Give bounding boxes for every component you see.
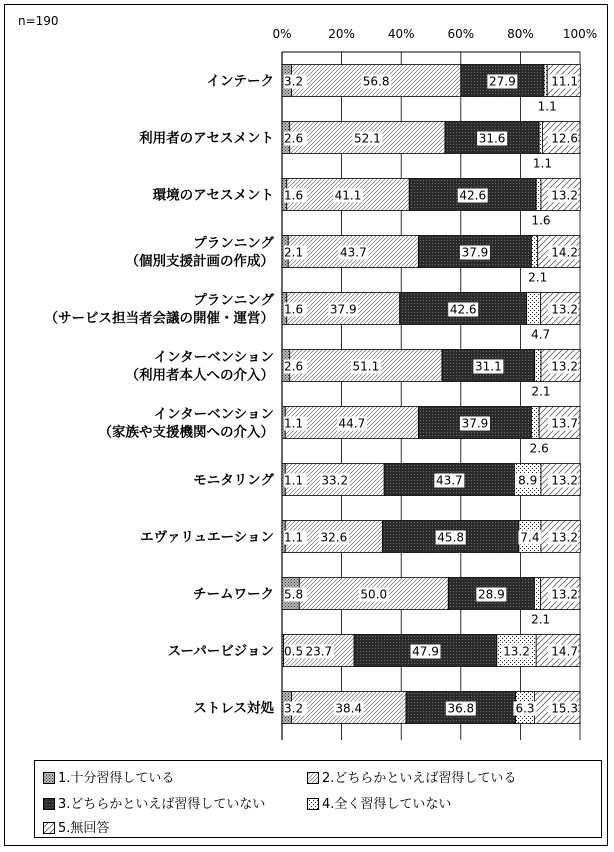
data-label: 1.6 <box>284 302 304 317</box>
data-label: 2.6 <box>284 359 304 374</box>
bar-segment-4 <box>531 236 537 268</box>
category-label: 利用者のアセスメント <box>139 130 274 147</box>
data-label: 14.7 <box>551 644 578 659</box>
legend-item-2 <box>307 767 516 786</box>
data-label: 2.1 <box>528 270 548 285</box>
data-label: 1.1 <box>284 530 304 545</box>
bar-segment-4 <box>536 179 541 211</box>
data-label: 2.1 <box>531 612 551 627</box>
legend-label-2: 2.どちらかといえば習得している <box>322 771 517 786</box>
data-label: 36.8 <box>447 701 475 716</box>
data-label: 13.2 <box>551 587 578 602</box>
bar-segment-4 <box>527 293 541 325</box>
data-label: 1.1 <box>284 416 304 431</box>
legend-item-4 <box>307 793 451 812</box>
legend-item-3 <box>43 793 265 812</box>
data-label: 2.6 <box>529 441 549 456</box>
data-label: 31.6 <box>478 131 506 146</box>
legend-item-1 <box>43 767 174 786</box>
data-label: 28.9 <box>477 587 505 602</box>
data-label: 7.4 <box>520 530 540 545</box>
data-label: 3.2 <box>284 74 304 89</box>
category-label: プランニング <box>193 292 274 309</box>
data-label: 42.6 <box>459 188 487 203</box>
legend-label-3: 3.どちらかといえば習得していない <box>58 797 266 812</box>
bar-segment-4 <box>535 350 541 382</box>
data-label: 13.2 <box>551 302 578 317</box>
data-label: 13.2 <box>503 644 530 659</box>
data-label: 31.1 <box>475 359 502 374</box>
data-label: 42.6 <box>449 302 477 317</box>
data-label: 1.1 <box>532 156 552 171</box>
bar-segment-4 <box>539 122 542 154</box>
data-label: 6.3 <box>515 701 535 716</box>
category-label: （サービス担当者会議の開催・運営） <box>44 310 274 327</box>
data-label: 13.2 <box>551 530 578 545</box>
category-label: （個別支援計画の作成） <box>125 253 274 270</box>
data-label: 23.7 <box>305 644 333 659</box>
data-label: 2.6 <box>284 131 304 146</box>
bar-segment-4 <box>531 407 539 439</box>
data-label: 56.8 <box>362 74 390 89</box>
data-label: 52.1 <box>354 131 381 146</box>
x-tick-label: 100% <box>562 27 598 41</box>
category-label: インテーク <box>206 73 274 90</box>
data-label: 4.7 <box>531 327 551 342</box>
category-label: ストレス対処 <box>193 700 274 717</box>
legend-label-1: 1.十分習得している <box>58 771 175 786</box>
data-label: 37.9 <box>329 302 357 317</box>
data-label: 1.1 <box>537 99 557 114</box>
category-label: モニタリング <box>193 472 274 489</box>
data-label: 27.9 <box>489 74 516 89</box>
data-label: 45.8 <box>437 530 465 545</box>
category-label: エヴァリュエーション <box>140 529 274 546</box>
data-label: 47.9 <box>412 644 439 659</box>
category-label: プランニング <box>193 235 274 252</box>
data-label: 2.1 <box>284 245 304 260</box>
data-label: 43.7 <box>340 245 367 260</box>
category-label: チームワーク <box>193 586 274 603</box>
data-label: 41.1 <box>334 188 362 203</box>
data-label: 12.6 <box>551 131 578 146</box>
data-label: 13.2 <box>551 359 578 374</box>
legend-item-5 <box>43 817 109 836</box>
data-label: 11.1 <box>551 74 578 89</box>
data-label: 37.9 <box>461 245 489 260</box>
category-label: スーパービジョン <box>167 643 274 660</box>
data-label: 14.2 <box>551 245 578 260</box>
data-label: 3.2 <box>284 701 304 716</box>
bar-segment-4 <box>534 578 540 610</box>
category-label: 環境のアセスメント <box>152 187 274 204</box>
data-label: 37.9 <box>461 416 489 431</box>
category-label: インターベンション <box>153 406 274 423</box>
data-label: 0.5 <box>284 644 304 659</box>
x-tick-label: 20% <box>328 27 355 41</box>
bar-segment-4 <box>544 65 547 97</box>
data-label: 13.7 <box>551 416 578 431</box>
category-label: インターベンション <box>153 349 274 366</box>
data-label: 33.2 <box>321 473 349 488</box>
data-label: 44.7 <box>338 416 366 431</box>
chart-legend <box>34 760 602 838</box>
legend-label-5: 5.無回答 <box>58 821 110 836</box>
x-tick-label: 80% <box>507 27 534 41</box>
data-label: 13.2 <box>551 473 578 488</box>
data-label: 50.0 <box>360 587 388 602</box>
data-label: 1.6 <box>284 188 304 203</box>
data-label: 38.4 <box>335 701 363 716</box>
data-label: 32.6 <box>320 530 348 545</box>
data-label: 43.7 <box>435 473 463 488</box>
x-tick-label: 60% <box>447 27 475 41</box>
category-label: （家族や支援機関への介入） <box>98 424 274 441</box>
x-tick-label: 0% <box>272 27 292 41</box>
legend-label-4: 4.全く習得していない <box>322 797 452 812</box>
data-label: 13.2 <box>551 188 578 203</box>
data-label: 1.1 <box>284 473 304 488</box>
sample-size-label: n=190 <box>18 14 59 28</box>
data-label: 1.6 <box>531 213 551 228</box>
data-label: 8.9 <box>518 473 538 488</box>
data-label: 51.1 <box>352 359 380 374</box>
data-label: 15.3 <box>551 701 578 716</box>
category-label: （利用者本人への介入） <box>125 367 274 384</box>
data-label: 5.8 <box>284 587 304 602</box>
x-tick-label: 40% <box>387 27 415 41</box>
data-label: 2.1 <box>531 384 551 399</box>
